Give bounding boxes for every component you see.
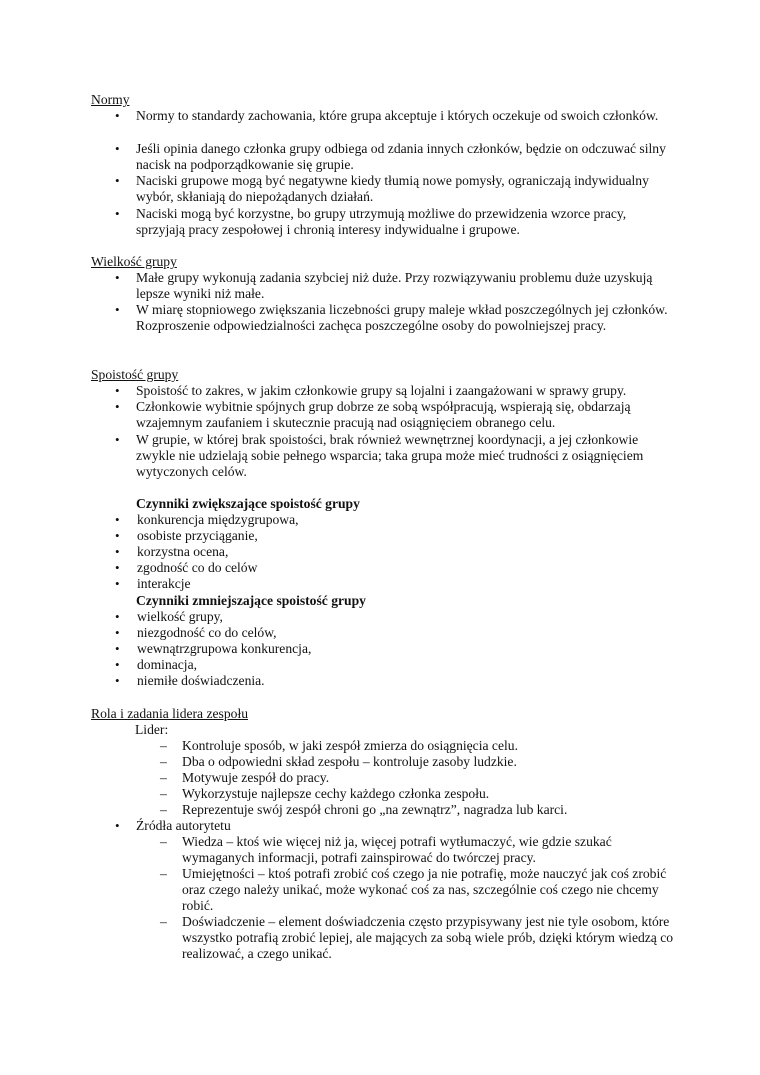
list-item: Normy to standardy zachowania, które grupa akceptuje i których oczekuje od swoich członków.: [136, 108, 659, 123]
leader-label: Lider:: [135, 722, 169, 737]
list-item: W miarę stopniowego zwiększania liczebności grupy maleje wkład poszczególnych jej członków. Rozproszenie odpowiedzialności zachęca poszczególne osoby do powolniejszej pracy.: [136, 302, 668, 334]
list-item: Dba o odpowiedni skład zespołu – kontroluje zasoby ludzkie.: [182, 754, 517, 769]
dash-icon: [160, 802, 167, 818]
section-title-wielkosc-grupy: Wielkość grupy: [91, 254, 177, 269]
list-item: Naciski grupowe mogą być negatywne kiedy tłumią nowe pomysły, ograniczają indywidualny wybór, skłaniają do niepożądanych działań.: [136, 173, 649, 205]
bullet-icon: [115, 576, 120, 592]
bullet-icon: [115, 383, 120, 399]
list-item: Doświadczenie – element doświadczenia często przypisywany jest nie tyle osobom, które wszystko potrafią zrobić lepiej, ale mających za sobą wiele prób, dzięki którym wiedzą co realizować, a czego unikać.: [182, 914, 674, 962]
bullet-icon: [115, 270, 120, 286]
dash-icon: [160, 834, 167, 850]
list-item: Naciski mogą być korzystne, bo grupy utrzymują możliwe do przewidzenia wzorce pracy, sprzyjają pracy zespołowej i chronią interesy indywidualne i grupowe.: [136, 206, 627, 238]
dash-icon: [160, 770, 167, 786]
dash-icon: [160, 738, 167, 754]
bullet-icon: [115, 399, 120, 415]
dash-icon: [160, 914, 167, 930]
authority-label: Źródła autorytetu: [136, 818, 231, 833]
list-item: Spoistość to zakres, w jakim członkowie grupy są lojalni i zaangażowani w sprawy grupy.: [136, 383, 627, 398]
list-item: Jeśli opinia danego członka grupy odbiega od zdania innych członków, będzie on odczuwać silny nacisk na podporządkowanie się grupie.: [136, 141, 666, 173]
bullet-icon: [115, 528, 120, 544]
bullet-icon: [115, 544, 120, 560]
bullet-icon: [115, 625, 120, 641]
list-item: konkurencja międzygrupowa,: [137, 512, 299, 527]
bullet-icon: [115, 302, 120, 318]
bullet-icon: [115, 641, 120, 657]
factors-increase-heading: Czynniki zwiększające spoistość grupy: [136, 496, 360, 511]
bullet-icon: [115, 173, 120, 189]
dash-icon: [160, 754, 167, 770]
section-title-normy: Normy: [91, 92, 130, 107]
bullet-icon: [115, 818, 120, 834]
bullet-icon: [115, 657, 120, 673]
list-item: korzystna ocena,: [137, 544, 229, 559]
bullet-icon: [115, 609, 120, 625]
list-item: Małe grupy wykonują zadania szybciej niż duże. Przy rozwiązywaniu problemu duże uzyskują lepsze wyniki niż małe.: [136, 270, 653, 302]
list-item: zgodność co do celów: [137, 560, 258, 575]
list-item: Wykorzystuje najlepsze cechy każdego członka zespołu.: [182, 786, 490, 801]
bullet-icon: [115, 673, 120, 689]
list-item: Kontroluje sposób, w jaki zespół zmierza do osiągnięcia celu.: [182, 738, 518, 753]
list-item: Motywuje zespół do pracy.: [182, 770, 330, 785]
bullet-icon: [115, 512, 120, 528]
list-item: W grupie, w której brak spoistości, brak również wewnętrznej koordynacji, a jej członkowie zwykle nie udzielają sobie pełnego wsparcia; taka grupa może mieć trudności z osiągnięciem wytyczonych celów.: [136, 432, 644, 480]
list-item: interakcje: [137, 576, 191, 591]
list-item: Członkowie wybitnie spójnych grup dobrze ze sobą współpracują, wspierają się, obdarzają wzajemnym zaufaniem i skutecznie pracują nad osiągnięciem obranego celu.: [136, 399, 631, 431]
list-item: Umiejętności – ktoś potrafi zrobić coś czego ja nie potrafię, może nauczyć jak coś zrobić oraz czego należy unikać, może wykonać coś za nas, szczególnie coś czego nie chcemy robić.: [182, 866, 667, 914]
list-item: osobiste przyciąganie,: [137, 528, 258, 543]
list-item: Wiedza – ktoś wie więcej niż ja, więcej potrafi wytłumaczyć, wie gdzie szukać wymaganych informacji, potrafi zainspirować do twórczej pracy.: [182, 834, 612, 866]
bullet-icon: [115, 432, 120, 448]
bullet-icon: [115, 108, 120, 124]
list-item: wielkość grupy,: [137, 609, 223, 624]
dash-icon: [160, 786, 167, 802]
list-item: Reprezentuje swój zespół chroni go „na zewnątrz”, nagradza lub karci.: [182, 802, 568, 817]
factors-decrease-heading: Czynniki zmniejszające spoistość grupy: [136, 593, 366, 608]
dash-icon: [160, 866, 167, 882]
list-item: dominacja,: [137, 657, 198, 672]
list-item: niezgodność co do celów,: [137, 625, 277, 640]
list-item: niemiłe doświadczenia.: [137, 673, 265, 688]
bullet-icon: [115, 206, 120, 222]
section-title-spoistosc-grupy: Spoistość grupy: [91, 367, 179, 382]
list-item: wewnątrzgrupowa konkurencja,: [137, 641, 312, 656]
bullet-icon: [115, 141, 120, 157]
bullet-icon: [115, 560, 120, 576]
section-title-rola-lidera: Rola i zadania lidera zespołu: [91, 706, 249, 721]
